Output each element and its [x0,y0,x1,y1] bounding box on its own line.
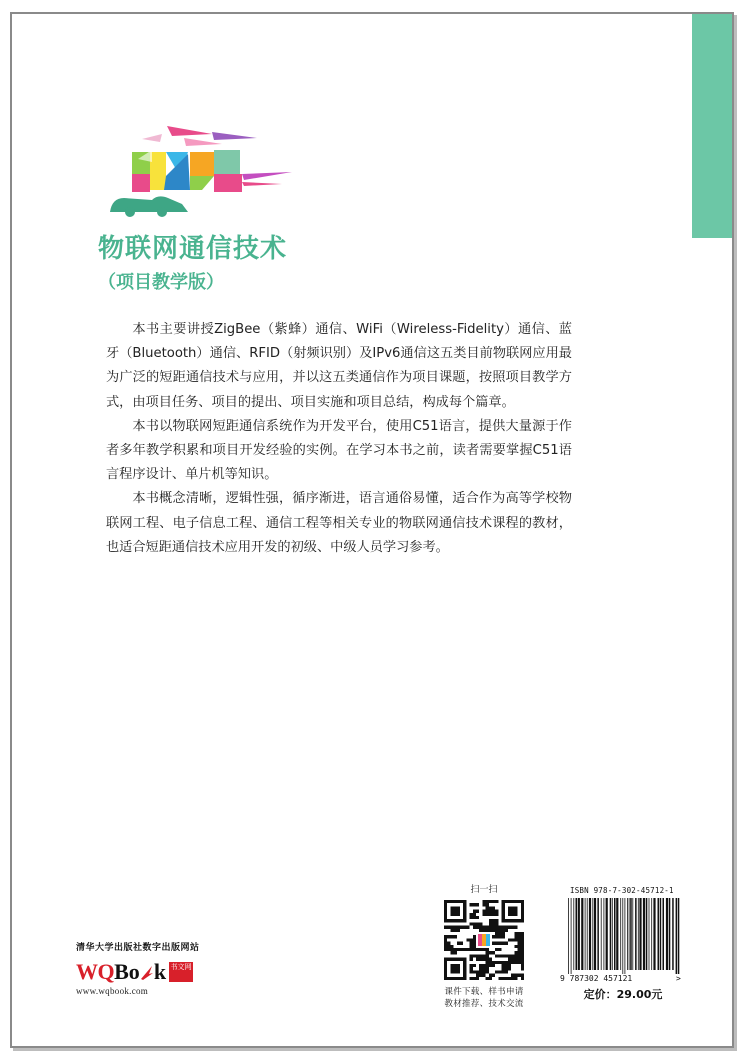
publisher-url: www.wqbook.com [76,986,149,996]
book-subtitle: （项目教学版） [98,272,224,293]
qr-note-line-2: 教材推荐、技术交流 [444,999,524,1009]
barcode-icon [558,898,686,984]
description-paragraph-3: 本书概念清晰，逻辑性强，循序渐进，语言通俗易懂，适合作为高等学校物联网工程、电子信息工程、通信工程等相关专业的物联网通信技术课程的教材，也适合短距通信技术应用开发的初级、中级人员学习参考。 [106,491,572,555]
isbn-text: ISBN 978-7-302-45712-1 [570,886,674,895]
description-paragraph-1: 本书主要讲授ZigBee（紫蜂）通信、WiFi（Wireless-Fidelity）通信、蓝牙（Bluetooth）通信、RFID（射频识别）及IPv6通信这五类目前物联网应用最为广泛的短距通信技术与应用，并以这五类通信作为项目课题，按照项目教学方式，由项目任务、项目的提出、项目实施和项目总结，构成每个篇章。 [106,322,572,410]
qr-note-line-1: 课件下载、样书申请 [444,987,524,997]
price-label: 定价：29.00元 [583,988,663,1001]
svg-text:>: > [676,974,681,983]
publisher-logo-wq: WQ [76,959,115,984]
arrow-icon [140,963,154,981]
publisher-logo [76,959,226,985]
qr-note [424,986,544,1010]
publisher-name: 清华大学出版社数字出版网站 [76,943,200,953]
book-back-cover [10,12,734,1048]
barcode-block [558,886,688,1002]
qr-caption: 扫一扫 [470,885,498,895]
book-title: 物联网通信技术 [98,234,288,264]
book-logo-illustration [92,114,292,224]
book-description [106,318,572,560]
publisher-block [76,940,226,996]
publisher-seal: 书文网 [169,962,193,982]
publisher-logo-k: k [153,959,167,984]
description-paragraph-2: 本书以物联网短距通信系统作为开发平台，使用C51语言，提供大量源于作者多年教学积累和项目开发经验的实例。在学习本书之前，读者需要掌握C51语言程序设计、单片机等知识。 [106,418,572,483]
green-edge-tab [692,14,732,238]
barcode-digits: 9 787302 457121 [560,974,633,983]
publisher-logo-bo: Bo [114,959,140,984]
qr-block [424,882,544,1010]
qr-code-icon[interactable] [444,900,524,980]
